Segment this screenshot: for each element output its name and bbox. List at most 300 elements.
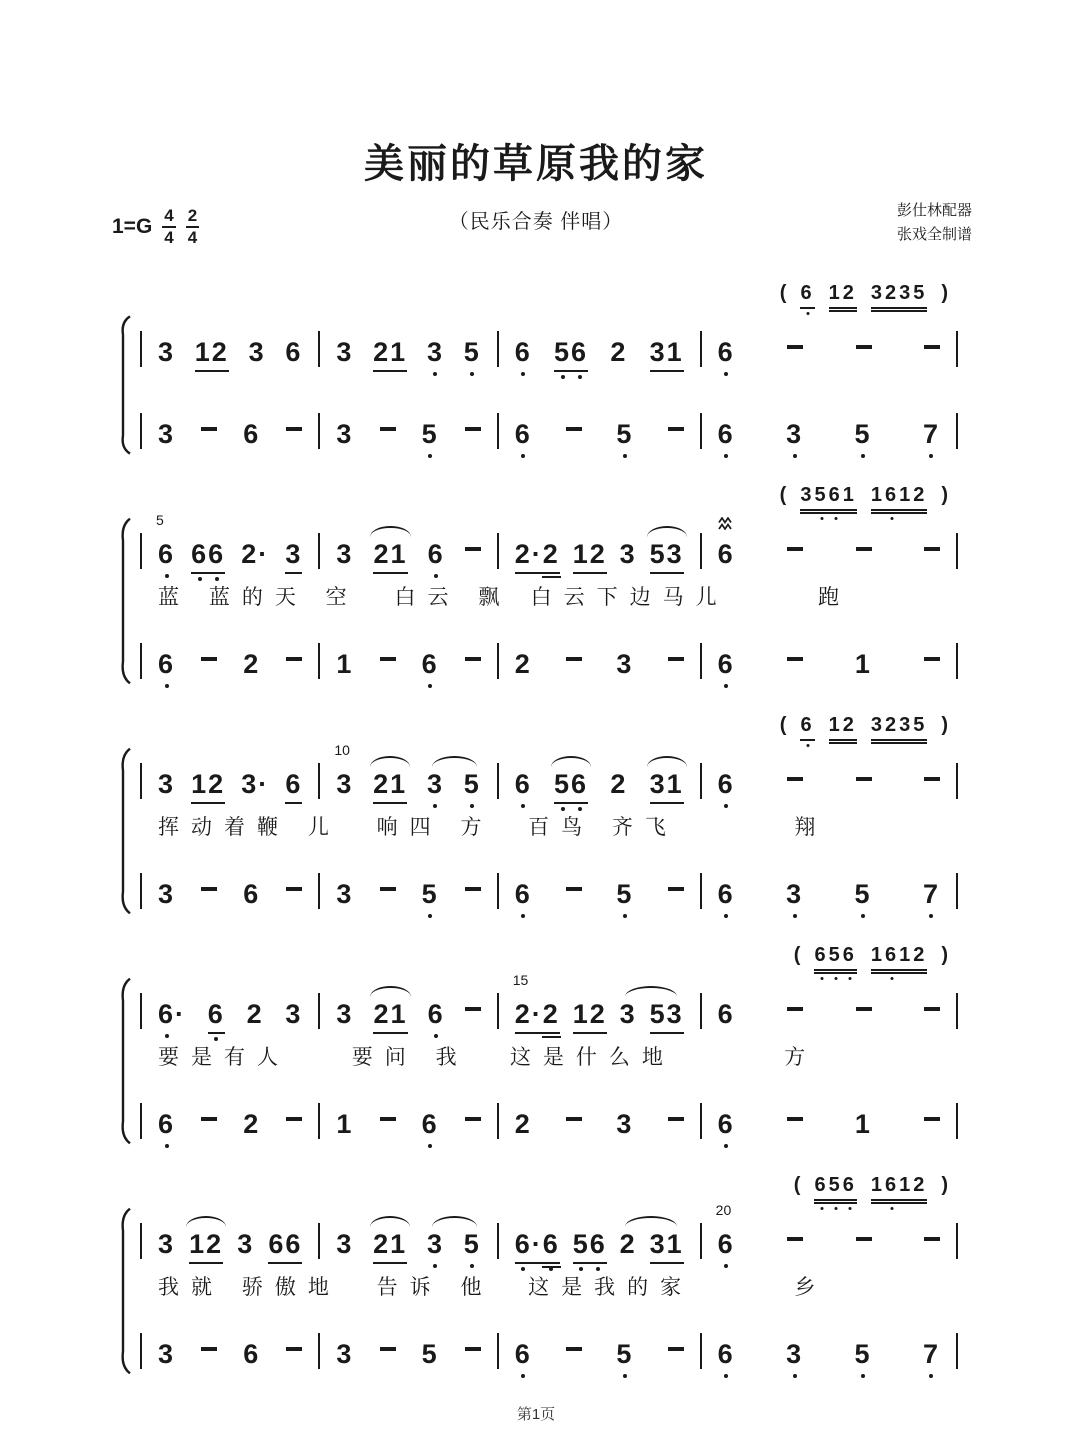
note-digit: 1	[842, 484, 857, 506]
lyric-text: 我就 骄傲地	[158, 1276, 341, 1299]
note-token	[856, 331, 872, 367]
note-beat	[786, 879, 803, 909]
note-token	[422, 1339, 439, 1369]
note-beat	[787, 763, 803, 799]
note-beat	[650, 1229, 684, 1259]
note-token	[554, 769, 588, 799]
note-token	[855, 419, 872, 449]
note-digit: 6	[842, 1174, 857, 1196]
note-digit: 7	[922, 879, 940, 909]
note-digit: 6	[842, 944, 857, 966]
dash-beat	[465, 873, 481, 903]
note-beat	[201, 413, 217, 449]
note-digit: 1	[828, 714, 843, 736]
note-digit: 6	[514, 1339, 532, 1369]
barline	[956, 873, 958, 909]
note-digit: 2	[211, 337, 229, 367]
note-beat	[158, 769, 175, 799]
note-beat	[336, 999, 353, 1029]
note-digit: 2	[913, 484, 928, 506]
note-token	[464, 769, 481, 799]
note-token	[380, 413, 396, 449]
measure	[142, 1091, 318, 1139]
note-token	[718, 1229, 735, 1259]
note-beat	[380, 413, 396, 449]
note-beat	[668, 413, 684, 449]
note-digit: 6	[158, 649, 176, 679]
note-digit: 1	[336, 649, 354, 679]
note-beat	[573, 539, 607, 569]
note-digit: 5	[463, 769, 481, 799]
system-brace	[114, 517, 134, 685]
note-digit: 3	[619, 999, 637, 1029]
note-digit: 6	[717, 769, 735, 799]
dash-beat	[787, 993, 803, 1023]
note-token	[465, 1333, 481, 1369]
note-digit: 2	[208, 769, 226, 799]
slur-arc	[370, 526, 410, 537]
note-token	[201, 873, 217, 909]
note-digit: 3	[786, 1339, 804, 1369]
header-row	[0, 195, 1072, 255]
note-digit: 3	[336, 419, 354, 449]
dash-beat	[286, 873, 302, 903]
note-digit: 3	[237, 1229, 255, 1259]
note-digit: 3	[158, 419, 176, 449]
bass-row	[140, 1321, 958, 1369]
note-beat	[427, 337, 444, 367]
note-digit: 3	[426, 1229, 444, 1259]
dash-beat	[201, 413, 217, 443]
note-digit: 1	[194, 337, 212, 367]
note-token	[786, 419, 803, 449]
measure	[499, 1211, 700, 1259]
note-beat	[786, 1339, 803, 1369]
note-digit: 3	[285, 999, 303, 1029]
note-digit: 2	[246, 999, 264, 1029]
note-beat	[924, 763, 940, 799]
note-token	[573, 1229, 607, 1259]
credits	[897, 199, 972, 247]
note-token	[191, 769, 225, 799]
note-beat	[465, 413, 481, 449]
note-beat	[515, 649, 532, 679]
note-beat	[515, 419, 532, 449]
note-digit: 6	[158, 999, 176, 1029]
close-paren: )	[941, 282, 948, 304]
note-beat	[158, 419, 175, 449]
note-token	[464, 337, 481, 367]
dash-beat	[380, 643, 396, 673]
note-token	[856, 763, 872, 799]
measure	[320, 742, 496, 799]
note-digit: 1	[572, 999, 590, 1029]
slur-arc	[370, 756, 410, 767]
note-beat	[616, 1339, 633, 1369]
note-beat	[573, 999, 607, 1029]
note-beat	[427, 769, 444, 799]
system-brace	[114, 977, 134, 1145]
note-beat	[515, 879, 532, 909]
note-digit: 3	[619, 539, 637, 569]
music-system	[140, 703, 958, 909]
note-token	[268, 1229, 302, 1259]
note-digit: 3	[870, 714, 885, 736]
note-digit: 1	[870, 1174, 885, 1196]
dash-beat	[924, 331, 940, 361]
note-digit: 6	[158, 1109, 176, 1139]
pickup-cue	[794, 937, 948, 967]
note-beat	[158, 999, 186, 1029]
note-digit: 2	[373, 1229, 391, 1259]
key-signature	[112, 207, 199, 247]
note-token	[189, 1229, 223, 1259]
note-beat	[373, 769, 407, 799]
note-digit: 1	[828, 282, 843, 304]
note-token	[336, 999, 353, 1029]
note-token	[924, 763, 940, 799]
dash-beat	[856, 1223, 872, 1253]
note-token	[650, 337, 684, 367]
dash-beat	[924, 643, 940, 673]
dash-beat	[787, 1103, 803, 1133]
lyric-text: 告诉 他	[358, 1276, 494, 1299]
note-beat	[249, 337, 266, 367]
note-beat	[620, 1229, 637, 1259]
note-beat	[515, 1339, 532, 1369]
note-token	[241, 539, 269, 569]
note-digit: 5	[463, 1229, 481, 1259]
note-token	[650, 769, 684, 799]
music-system	[140, 271, 958, 449]
note-token	[573, 999, 607, 1029]
note-token	[422, 1109, 439, 1139]
lyric-text: 方	[712, 1046, 818, 1069]
note-token	[515, 999, 560, 1029]
note-digit: 5	[421, 1339, 439, 1369]
music-system	[140, 473, 958, 679]
note-digit: 1	[899, 484, 914, 506]
note-token	[924, 993, 940, 1029]
note-digit: 3	[899, 282, 914, 304]
note-digit: 3	[666, 999, 684, 1029]
note-beat	[718, 337, 735, 367]
note-token	[336, 1229, 353, 1259]
measure	[142, 981, 318, 1029]
note-digit: 6	[717, 879, 735, 909]
note-beat	[380, 643, 396, 679]
note-token	[243, 419, 260, 449]
note-digit: 2	[610, 337, 628, 367]
barline	[956, 993, 958, 1029]
measure	[320, 401, 496, 449]
note-beat	[465, 1103, 481, 1139]
measure	[702, 861, 956, 909]
bass-row	[140, 401, 958, 449]
note-digit: 2	[514, 649, 532, 679]
dash-beat	[201, 1103, 217, 1133]
note-token	[718, 879, 735, 909]
note-token	[428, 999, 445, 1029]
note-beat	[787, 993, 803, 1029]
note-digit: 2	[514, 999, 532, 1029]
note-beat	[718, 879, 735, 909]
note-digit: 2	[913, 944, 928, 966]
note-digit: 5	[828, 1174, 843, 1196]
cue-beat	[800, 281, 814, 305]
note-digit: 2	[542, 999, 560, 1029]
note-beat	[191, 539, 225, 569]
note-token	[871, 1173, 928, 1197]
lyrics-row	[140, 1265, 958, 1305]
dash-beat	[286, 643, 302, 673]
note-token	[610, 769, 627, 799]
note-digit: 3	[426, 769, 444, 799]
cue-beat	[871, 483, 928, 507]
note-digit: 6	[717, 539, 735, 569]
measure	[499, 1321, 700, 1369]
note-token	[871, 943, 928, 967]
dash-beat	[856, 993, 872, 1023]
note-token	[573, 539, 607, 569]
note-beat	[554, 769, 588, 799]
note-token	[380, 1333, 396, 1369]
note-digit: 6	[884, 484, 900, 506]
barline	[956, 1223, 958, 1259]
note-digit: 6	[268, 1229, 286, 1259]
note-beat	[616, 419, 633, 449]
note-digit: 3	[786, 419, 804, 449]
note-token	[923, 419, 940, 449]
note-beat	[465, 1333, 481, 1369]
note-beat	[286, 413, 302, 449]
note-digit: 2	[619, 1229, 637, 1259]
note-token	[373, 769, 407, 799]
note-beat	[427, 1229, 444, 1259]
note-token	[286, 873, 302, 909]
note-token	[786, 879, 803, 909]
measure	[499, 751, 700, 799]
note-token	[923, 879, 940, 909]
note-token	[243, 879, 260, 909]
note-token	[373, 1229, 407, 1259]
note-token	[668, 413, 684, 449]
note-digit: 6	[828, 484, 843, 506]
augmentation-dot: ·	[175, 999, 187, 1029]
note-beat	[515, 1109, 532, 1139]
slur-arc	[647, 526, 687, 537]
lyric-text: 响四 方	[358, 816, 494, 839]
note-beat	[668, 643, 684, 679]
augmentation-dot: ·	[531, 539, 543, 569]
lyric-text: 这是什么地	[509, 1046, 675, 1069]
credit-engraver: 张戏全制谱	[896, 226, 972, 243]
note-token	[855, 879, 872, 909]
note-token	[380, 873, 396, 909]
note-token	[668, 873, 684, 909]
note-token	[800, 483, 857, 507]
note-digit: 1	[870, 944, 885, 966]
note-digit: 3	[248, 337, 266, 367]
bass-row	[140, 861, 958, 909]
note-digit: 6	[571, 337, 589, 367]
barline	[956, 1103, 958, 1139]
note-beat	[334, 742, 354, 799]
note-digit: 2	[206, 1229, 224, 1259]
note-beat	[620, 539, 637, 569]
note-digit: 5	[554, 337, 572, 367]
note-token	[855, 1339, 872, 1369]
note-token	[380, 1103, 396, 1139]
note-digit: 6	[542, 1229, 560, 1259]
dash-beat	[380, 1333, 396, 1363]
note-beat	[285, 769, 302, 799]
note-token	[616, 419, 633, 449]
note-token	[427, 337, 444, 367]
note-digit: 5	[854, 1339, 872, 1369]
note-digit: 2	[884, 282, 900, 304]
augmentation-dot: ·	[258, 539, 270, 569]
note-token	[718, 649, 735, 679]
dash-beat	[668, 1103, 684, 1133]
page-number: 第1页	[516, 1406, 556, 1423]
note-beat	[650, 999, 684, 1029]
note-digit: 1	[189, 1229, 207, 1259]
note-token	[515, 1339, 532, 1369]
note-digit: 1	[899, 944, 914, 966]
note-digit: 1	[870, 484, 885, 506]
note-digit: 2	[842, 282, 857, 304]
note-digit: 6	[514, 1229, 532, 1259]
note-beat	[247, 999, 264, 1029]
note-digit: 6	[191, 539, 209, 569]
lyrics-row	[140, 1035, 958, 1075]
note-token	[718, 419, 735, 449]
note-token	[427, 1229, 444, 1259]
note-token	[465, 873, 481, 909]
measure	[702, 631, 956, 679]
measure	[142, 319, 318, 367]
note-digit: 5	[616, 879, 634, 909]
note-digit: 3	[800, 484, 815, 506]
dash-beat	[668, 643, 684, 673]
note-digit: 3	[870, 282, 885, 304]
note-beat	[465, 533, 481, 569]
note-token	[191, 539, 225, 569]
note-digit: 2	[243, 649, 261, 679]
bass-row	[140, 1091, 958, 1139]
note-beat	[668, 1333, 684, 1369]
note-digit: 6	[427, 999, 445, 1029]
measure	[142, 1211, 318, 1259]
measure-number: 5	[156, 512, 164, 528]
note-token	[923, 1339, 940, 1369]
cue-beat	[829, 713, 857, 737]
note-beat	[924, 643, 940, 679]
note-digit: 7	[922, 1339, 940, 1369]
note-digit: 6	[514, 879, 532, 909]
note-beat	[158, 1229, 175, 1259]
dash-beat	[286, 413, 302, 443]
note-token	[465, 533, 481, 569]
note-token	[243, 649, 260, 679]
note-digit: 3	[336, 1339, 354, 1369]
note-token	[336, 1109, 353, 1139]
note-digit: 1	[666, 1229, 684, 1259]
note-digit: 2	[243, 1109, 261, 1139]
note-token	[247, 999, 264, 1029]
system-brace	[114, 1207, 134, 1375]
note-digit: 6	[717, 649, 735, 679]
pickup-cue	[780, 275, 948, 305]
note-digit: 3	[158, 337, 176, 367]
dash-beat	[924, 533, 940, 563]
note-beat	[465, 643, 481, 679]
note-beat	[924, 533, 940, 569]
note-beat	[856, 1223, 872, 1259]
note-digit: 1	[336, 1109, 354, 1139]
note-beat	[286, 643, 302, 679]
note-beat	[286, 1103, 302, 1139]
note-digit: 6	[717, 337, 735, 367]
note-beat	[787, 643, 803, 679]
measure	[320, 1321, 496, 1369]
measure	[142, 751, 318, 799]
note-beat	[201, 873, 217, 909]
note-token	[800, 713, 814, 737]
note-digit: 1	[191, 769, 209, 799]
slur-arc	[647, 756, 687, 767]
note-digit: 3	[336, 769, 354, 799]
dash-beat	[924, 993, 940, 1023]
note-digit: 1	[572, 539, 590, 569]
augmentation-dot: ·	[531, 1229, 543, 1259]
lyrics-row	[140, 805, 958, 845]
note-token	[650, 1229, 684, 1259]
note-digit: 1	[854, 1109, 872, 1139]
credit-arranger: 彭仕林配器	[896, 202, 972, 219]
note-token	[718, 1339, 735, 1369]
note-digit: 2	[610, 769, 628, 799]
note-beat	[336, 1229, 353, 1259]
close-paren: )	[941, 484, 948, 506]
note-digit: 5	[913, 282, 928, 304]
note-digit: 1	[390, 999, 408, 1029]
note-token	[620, 1229, 637, 1259]
note-token	[610, 337, 627, 367]
note-token	[464, 1229, 481, 1259]
measure	[320, 631, 496, 679]
dash-beat	[787, 533, 803, 563]
music-system	[140, 933, 958, 1139]
note-digit: 3	[336, 879, 354, 909]
note-digit: 6	[158, 539, 176, 569]
dash-beat	[566, 643, 582, 673]
lyrics-row	[140, 575, 958, 615]
note-token	[427, 769, 444, 799]
augmentation-dot: ·	[258, 769, 270, 799]
note-digit: 3	[649, 337, 667, 367]
note-beat	[380, 873, 396, 909]
dash-beat	[380, 1103, 396, 1133]
lyric-text: 跑	[746, 586, 851, 609]
open-paren: (	[779, 484, 787, 506]
note-token	[285, 337, 302, 367]
note-beat	[718, 1109, 735, 1139]
note-token	[786, 1339, 803, 1369]
dash-beat	[668, 873, 684, 903]
measure	[702, 1321, 956, 1369]
